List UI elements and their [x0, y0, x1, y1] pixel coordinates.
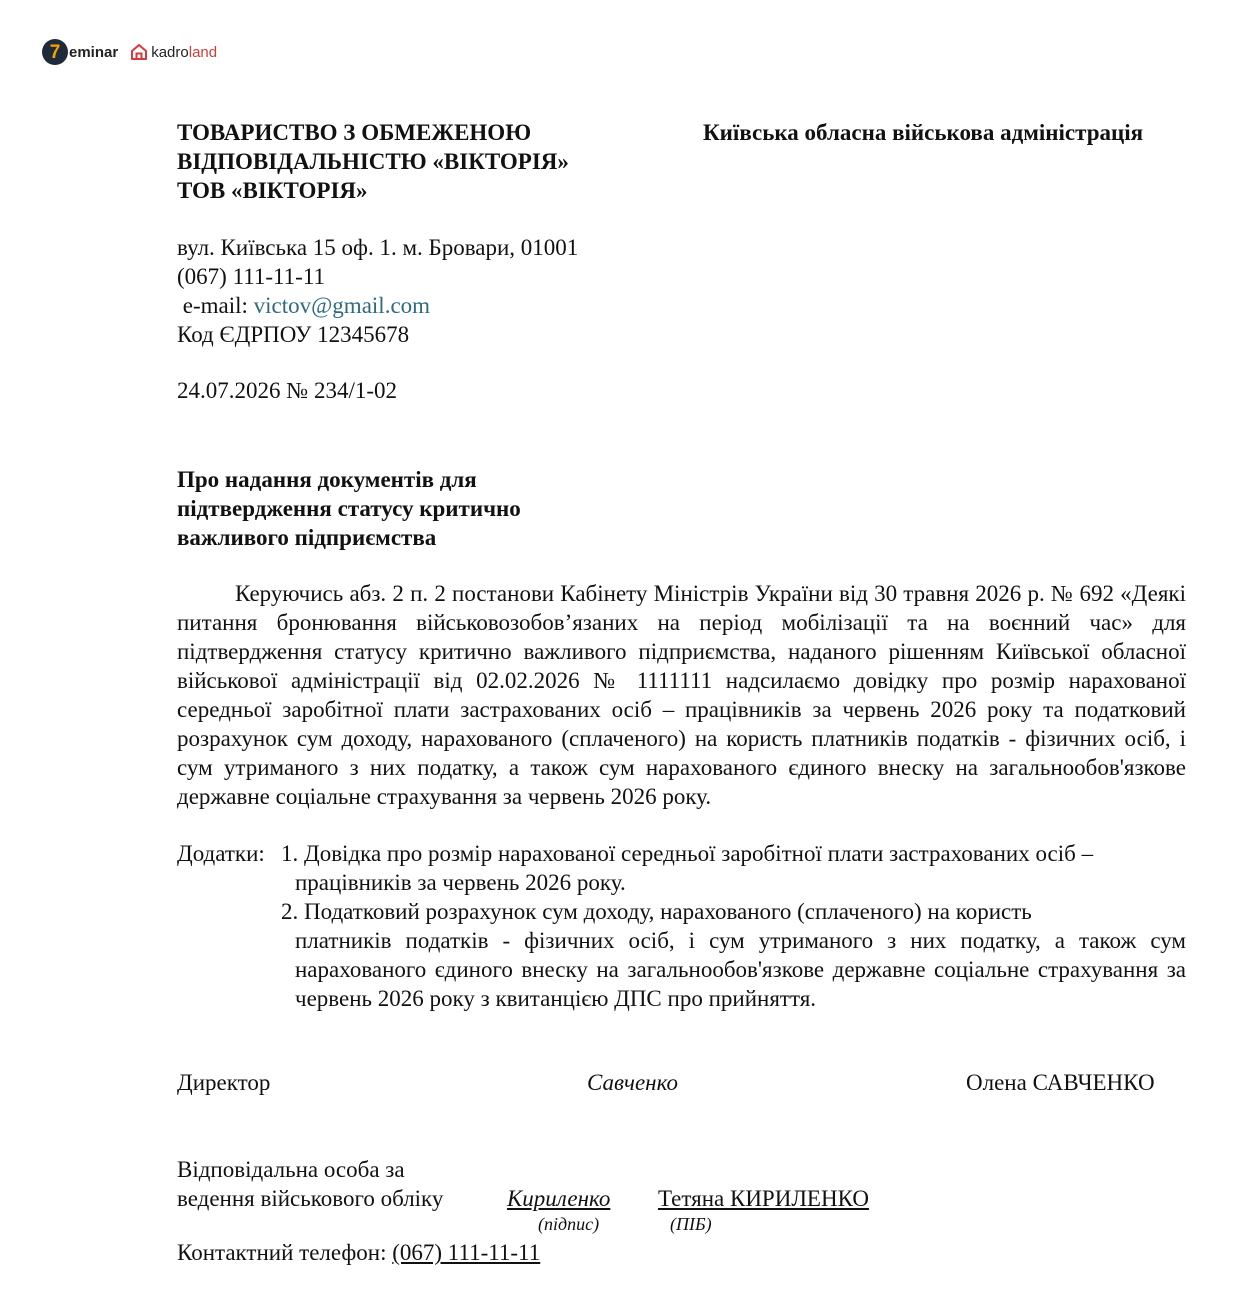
attachments — [177, 839, 1186, 1013]
email-row — [177, 291, 578, 320]
attachment-2-rest: платників податків - фізичних осіб, і сум утриманого з них податку, а також сум нарахованого єдиного внеску на загальнообов'язкове державне соціальне страхування за червень 2026 року з квитанцією ДПС про прийняття. — [295, 928, 1186, 1011]
attachments-label: Додатки: — [177, 841, 265, 866]
header-logos — [42, 37, 217, 67]
body-paragraph: Керуючись абз. 2 п. 2 постанови Кабінету Міністрів України від 30 травня 2026 р. № 692 «Деякі питання бронювання військовозобов’язаних на період мобілізації та на воєнний час» для підтвердження статусу критично важливого підприємства, наданого рішенням Київської обласної військової адміністрації від 02.02.2026 № 1111111 надсилаємо довідку про розмір нарахованої середньої заробітної плати застрахованих осіб – працівників за червень 2026 року та податковий розрахунок сум доходу, нарахованого (сплаченого) на користь платників податків - фізичних осіб, і сум утриманого з них податку, а також сум нарахованого єдиного внеску на загальнообов'язкове державне соціальне страхування за червень 2026 року. — [177, 581, 1186, 809]
subject-line-3: важливого підприємства — [177, 525, 437, 550]
sender-line-3: ТОВ «ВІКТОРІЯ» — [177, 178, 368, 203]
attachment-1-number: 1. — [281, 841, 299, 866]
registration-number: 24.07.2026 № 234/1-02 — [177, 378, 397, 403]
attachment-1-rest: працівників за червень 2026 року. — [295, 870, 626, 895]
attachment-item-2 — [177, 897, 1186, 1013]
land-text: land — [188, 43, 218, 61]
email-label: e-mail: — [182, 293, 248, 318]
attachment-item-1 — [177, 839, 1186, 897]
seminar-logo — [42, 38, 118, 67]
sender-line-2: ВІДПОВІДАЛЬНІСТЮ «ВІКТОРІЯ» — [177, 149, 569, 174]
contact-phone-number: (067) 111-11-11 — [392, 1240, 541, 1265]
director-signature: Савченко — [587, 1070, 678, 1095]
sender-line-1: ТОВАРИСТВО З ОБМЕЖЕНОЮ — [177, 120, 532, 145]
responsible-person-title — [177, 1155, 443, 1213]
director-title: Директор — [177, 1070, 271, 1095]
attachment-2-number: 2. — [281, 899, 299, 924]
contact-phone-row — [177, 1238, 540, 1267]
subject-line-2: підтвердження статусу критично — [177, 496, 521, 521]
sender-address: вул. Київська 15 оф. 1. м. Бровари, 01001 — [177, 235, 579, 260]
edrpou-code: Код ЄДРПОУ 12345678 — [177, 322, 410, 347]
seminar-logo-text: eminar — [69, 43, 119, 61]
attachment-2-first: Податковий розрахунок сум доходу, нарахованого (сплаченого) на користь — [304, 899, 1032, 924]
house-icon — [130, 43, 148, 61]
email-link[interactable]: victov@gmail.com — [253, 293, 431, 318]
responsible-name: Тетяна КИРИЛЕНКО — [658, 1186, 869, 1211]
name-caption: (ПІБ) — [670, 1214, 712, 1234]
addressee: Київська обласна військова адміністрація — [703, 120, 1144, 145]
subject-line-1: Про надання документів для — [177, 467, 477, 492]
responsible-line-2: ведення військового обліку — [177, 1186, 444, 1211]
kadro-text: kadro — [151, 43, 189, 61]
responsible-signature: Кириленко — [507, 1186, 611, 1211]
signature-caption: (підпис) — [538, 1214, 600, 1234]
director-name: Олена САВЧЕНКО — [966, 1070, 1155, 1095]
sender-phone: (067) 111-11-11 — [177, 264, 325, 289]
letter-body — [177, 579, 1186, 811]
seven-circle-icon: 7 — [42, 39, 68, 65]
responsible-line-1: Відповідальна особа за — [177, 1157, 405, 1182]
sender-contacts — [177, 233, 578, 349]
sender-organization — [177, 118, 569, 205]
letter-subject — [177, 465, 521, 552]
attachment-1-first: Довідка про розмір нарахованої середньої заробітної плати застрахованих осіб – — [304, 841, 1094, 866]
contact-phone-label: Контактний телефон: — [177, 1240, 387, 1265]
kadroland-logo — [130, 38, 217, 67]
